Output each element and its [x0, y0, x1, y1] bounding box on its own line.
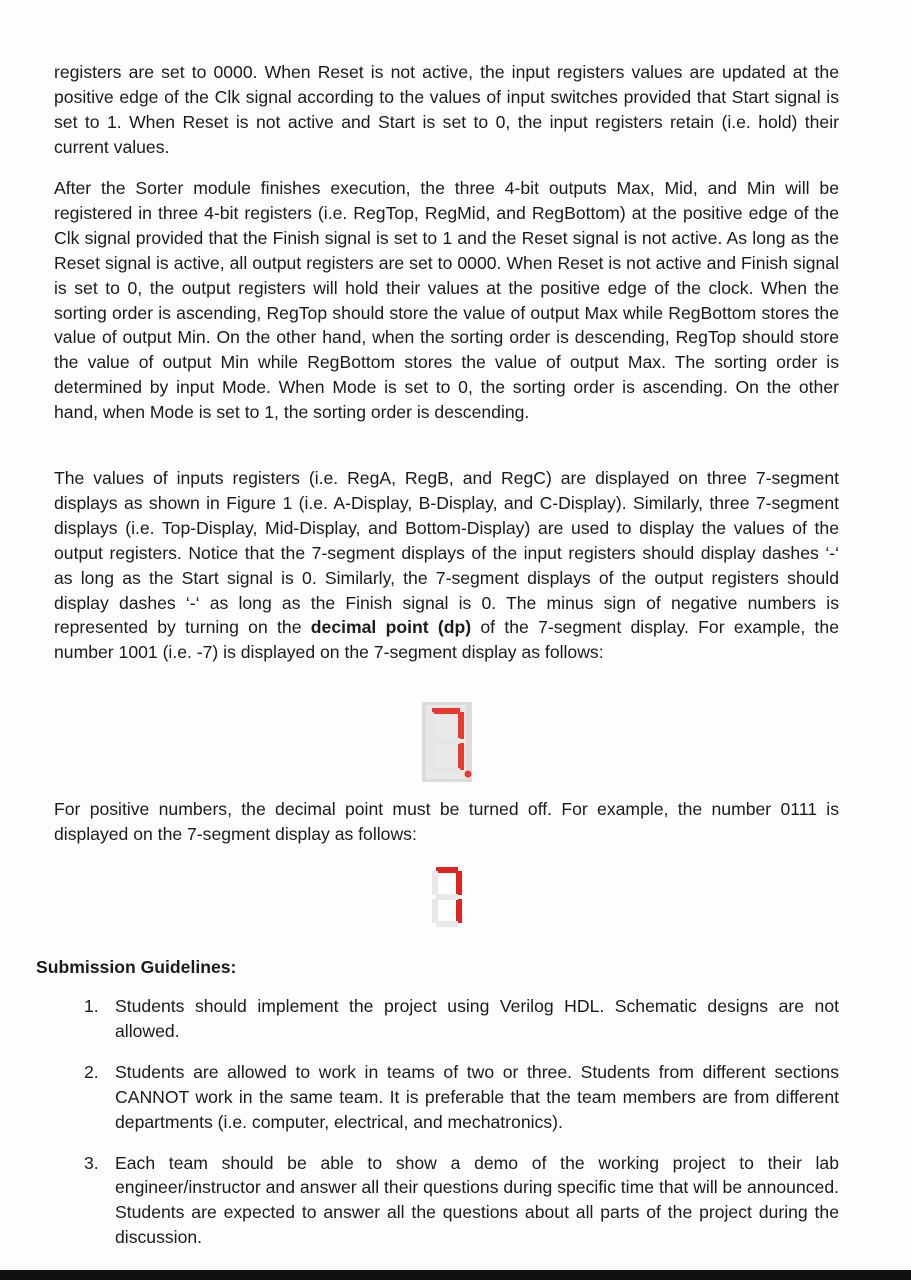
decimal-point-term: decimal point (dp) — [310, 617, 472, 638]
segment-b — [458, 712, 464, 739]
segment-a — [436, 867, 458, 873]
paragraph-output-registers: After the Sorter module finishes execution, the three 4-bit outputs Max, Mid, and Min will be registered in three 4-bit registers (i.e. RegTop, RegMid, and RegBottom) at the positive edge of the Clk signal provided that the Finish signal is set to 1 and the Reset signal is not active. As long as the Reset signal is active, all output registers are set to 0000. When Reset is not active and Finish signal is set to 0, the output registers will hold their values at the positive edge of the clock. When the sorting order is ascending, RegTop should store the value of output Max while RegBottom stores the value of output Min. On the other hand, when the sorting order is descending, RegTop should store the value of output Min while RegBottom stores the value of output Max. The sorting order is determined by input Mode. When Mode is set to 0, the sorting order is ascending. On the other hand, when Mode is set to 1, the sorting order is descending. — [54, 178, 839, 423]
segment-e — [432, 899, 438, 923]
submission-guidelines-heading: Submission Guidelines: — [36, 957, 237, 977]
bottom-border — [0, 1270, 911, 1280]
segment-c — [458, 743, 464, 770]
segment-decimal-point — [465, 771, 472, 778]
paragraph-input-registers: registers are set to 0000. When Reset is not active, the input registers values are updated at the positive edge of the Clk signal according to the values of input switches provided that Start signal is set to 1. When Reset is not active and Start is set to 0, the input registers retain (i.e. hold) their current values. — [54, 62, 839, 157]
segment-d — [436, 921, 458, 927]
segment-a — [432, 708, 460, 714]
guideline-item — [84, 1060, 839, 1135]
paragraph-seven-segment — [54, 466, 839, 665]
submission-guidelines-list — [84, 994, 839, 1266]
segment-g — [432, 738, 460, 744]
segment-c — [456, 899, 462, 923]
segment-f — [432, 871, 438, 895]
seven-segment-figure-positive — [430, 866, 464, 928]
segment-e — [428, 743, 434, 770]
guideline-text: Students should implement the project using Verilog HDL. Schematic designs are not allowed. — [115, 996, 839, 1041]
guideline-item — [84, 994, 839, 1044]
guideline-number: 1. — [84, 996, 99, 1016]
guideline-text: Each team should be able to show a demo of the working project to their lab engineer/instructor and answer all their questions during specific time that will be announced. Students are expected to answer all the questions about all parts of the project during the discussion. — [115, 1152, 839, 1248]
paragraph-seven-segment-text-1: The values of inputs registers (i.e. RegA, RegB, and RegC) are displayed on three 7-segment displays as shown in Figure 1 (i.e. A-Display, B-Display, and C-Display). Similarly, three 7-segment displays (i.e. Top-Display, Mid-Display, and Bottom-Display) are used to display the values of the output registers. Notice that the 7-segment displays of the input registers should display dashes ‘-‘ as long as the Start signal is 0. Similarly, the 7-segment displays of the output registers should display dashes ‘-‘ as long as the Finish signal is 0. The minus sign of negative numbers is represented by turning on the — [54, 468, 839, 638]
guideline-item — [84, 1151, 839, 1251]
seven-segment-figure-negative — [422, 702, 472, 782]
guideline-number: 3. — [84, 1152, 99, 1173]
paragraph-positive-numbers: For positive numbers, the decimal point must be turned off. For example, the number 0111 is displayed on the 7-segment display as follows: — [54, 799, 839, 844]
segment-b — [456, 871, 462, 895]
seven-segment-display-negative — [422, 702, 472, 782]
segment-g — [436, 894, 458, 900]
segment-f — [428, 712, 434, 739]
paragraph-seven-segment-text-2: of the 7-segment display. For example, the number 1001 (i.e. -7) is displayed on the 7-segment display as follows: — [54, 617, 839, 663]
guideline-number: 2. — [84, 1061, 99, 1082]
seven-segment-display-positive — [430, 866, 464, 928]
guideline-text: Students are allowed to work in teams of two or three. Students from different sections CANNOT work in the same team. It is preferable that the team members are from different departments (i.e. computer, electrical, and mechatronics). — [115, 1061, 839, 1132]
segment-d — [432, 768, 460, 774]
